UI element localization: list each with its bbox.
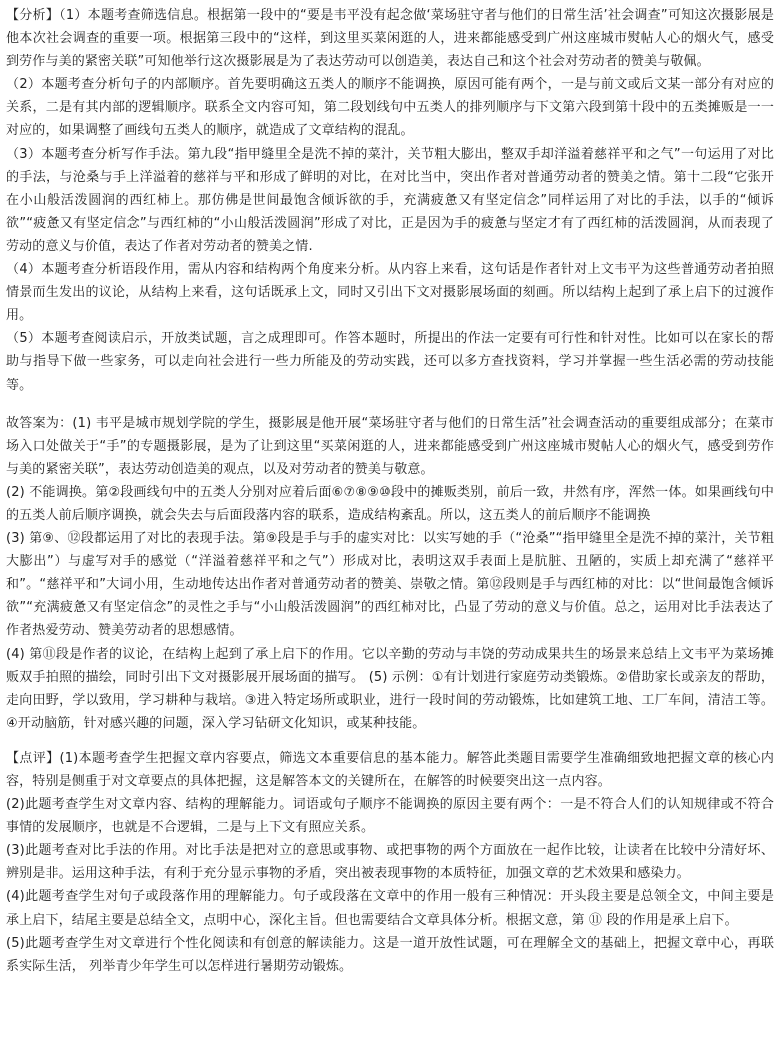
comment-paragraph-3: (3)此题考查对比手法的作用。对比手法是把对立的意思或事物、或把事物的两个方面放在一起作比较，让读者在比较中分清好坏、辨别是非。运用这种手法，有利于充分显示事物的矛盾，突出被表现事物的本质特征，加强文章的艺术效果和感染力。 (6, 843, 774, 882)
analysis-section (6, 4, 774, 397)
answer-section (6, 412, 774, 735)
comment-paragraph-2: (2)此题考查学生对文章内容、结构的理解能力。词语或句子顺序不能调换的原因主要有两个：一是不符合人们的认知规律或不符合事情的发展顺序，也就是不合逻辑，二是与上下文有照应关系。 (6, 797, 774, 836)
comment-paragraph-4: (4)此题考查学生对句子或段落作用的理解能力。句子或段落在文章中的作用一般有三种情况：开头段主要是总领全文，中间主要是承上启下，结尾主要是总结全文，点明中心，深化主旨。但也需要结合文章具体分析。根据文意，第 ⑪ 段的作用是承上启下。 (6, 889, 774, 928)
answer-paragraph-4: (4) 第⑪段是作者的议论，在结构上起到了承上启下的作用。它以辛勤的劳动与丰饶的劳动成果共生的场景来总结上文韦平为菜场摊贩双手拍照的描绘，同时引出下文对摄影展开展场面的描写。 (5) 示例：①有计划进行家庭劳动类锻炼。②借助家长或亲友的帮助，走向田野，学以致用，学习耕种与栽培。③进入特定场所或职业，进行一段时间的劳动锻炼，比如建筑工地、工厂车间，清洁工等。④开动脑筋，针对感兴趣的问题，深入学习钻研文化知识，或某种技能。 (6, 646, 774, 731)
analysis-paragraph-3: （3）本题考查分析写作手法。第九段“指甲缝里全是洗不掉的菜汁，关节粗大膨出，整双手却洋溢着慈祥平和之气”一句运用了对比的手法，与沧桑与手上洋溢着的慈祥与平和形成了鲜明的对比，在对比当中，突出作者对普通劳动者的赞美之情。第十二段“它张开在小山般活泼圆润的西红柿上。那仿佛是世间最饱含倾诉欲的手，充满疲惫又有坚定信念”同样运用了对比的手法，以手的“倾诉欲”“疲惫又有坚定信念”与西红柿的“小山般活泼圆润”形成了对比，正是因为手的疲惫与坚定才有了西红柿的活泼圆润，从而表现了劳动的意义与价值，表达了作者对劳动者的赞美之情. (6, 146, 774, 254)
comment-paragraph-5: (5)此题考查学生对文章进行个性化阅读和有创意的解读能力。这是一道开放性试题，可在理解全文的基础上，把握文章中心，再联系实际生活， 列举青少年学生可以怎样进行暑期劳动锻炼。 (6, 935, 774, 974)
analysis-paragraph-5: （5）本题考查阅读启示，开放类试题，言之成理即可。作答本题时，所提出的作法一定要有可行性和针对性。比如可以在家长的帮助与指导下做一些家务，可以走向社会进行一些力所能及的劳动实践，还可以多方查找资料，学习并掌握一些生活必需的劳动技能等。 (6, 331, 774, 393)
analysis-paragraph-4: （4）本题考查分析语段作用，需从内容和结构两个角度来分析。从内容上来看，这句话是作者针对上文韦平为这些普通劳动者拍照情景而生发出的议论，从结构上来看，这句话既承上文，同时又引出下文对摄影展场面的刻画。所以结构上起到了承上启下的过渡作用。 (6, 262, 774, 324)
answer-paragraph-2: (2) 不能调换。第②段画线句中的五类人分别对应着后面⑥⑦⑧⑨⑩段中的摊贩类别，前后一致，井然有序，浑然一体。如果画线句中的五类人前后顺序调换，就会失去与后面段落内容的联系，造成结构紊乱。所以，这五类人的前后顺序不能调换 (6, 484, 774, 523)
section-spacer (6, 735, 774, 747)
comment-section (6, 747, 774, 978)
answer-paragraph-3: (3) 第⑨、⑫段都运用了对比的表现手法。第⑨段是手与手的虚实对比：以实写她的手（“沧桑”“指甲缝里全是洗不掉的菜汁，关节粗大膨出”）与虚写对手的感觉（“洋溢着慈祥平和之气”）形成对比，表明这双手表面上是肮脏、丑陋的，实质上却充满了“慈祥平和”。“慈祥平和”大词小用，生动地传达出作者对普通劳动者的赞美、崇敬之情。第⑫段则是手与西红柿的对比：以“世间最饱含倾诉欲”“充满疲惫又有坚定信念”的灵性之手与“小山般活泼圆润”的西红柿对比，凸显了劳动的意义与价值。总之，运用对比手法表达了作者热爱劳动、赞美劳动者的思想感情。 (6, 531, 774, 639)
answer-paragraph-1: 故答案为：(1) 韦平是城市规划学院的学生，摄影展是他开展“菜场驻守者与他们的日常生活”社会调查活动的重要组成部分；在菜市场入口处做关于“手”的专题摄影展，是为了让到这里“买菜闲逛的人，进来都能感受到广州这座城市熨帖人心的烟火气，感受到劳作与美的紧密关联”，表达劳动创造美的观点，以及对劳动者的赞美与敬意。 (6, 415, 774, 477)
analysis-paragraph-1: 【分析】（1）本题考查筛选信息。根据第一段中的“要是韦平没有起念做‘菜场驻守者与他们的日常生活’社会调查”可知这次摄影展是他本次社会调查的重要一项。根据第三段中的“这样，到这里买菜闲逛的人，进来都能感受到广州这座城市熨帖人心的烟火气，感受到劳作与美的紧密关联”可知他举行这次摄影展是为了表达劳动可以创造美，表达自己和这个社会对劳动者的赞美与敬佩。 (6, 8, 774, 70)
section-spacer (6, 397, 774, 412)
comment-paragraph-1: 【点评】(1)本题考查学生把握文章内容要点，筛选文本重要信息的基本能力。解答此类题目需要学生准确细致地把握文章的核心内容，特别是侧重于对文章要点的具体把握，这是解答本文的关键所在，在解答的时候要突出这一点内容。 (6, 750, 774, 789)
analysis-paragraph-2: （2）本题考查分析句子的内部顺序。首先要明确这五类人的顺序不能调换，原因可能有两个，一是与前文或后文某一部分有对应的关系，二是有其内部的逻辑顺序。联系全文内容可知，第二段划线句中五类人的排列顺序与下文第六段到第十段中的五类摊贩是一一对应的，如果调整了画线句五类人的顺序，就造成了文章结构的混乱。 (6, 77, 774, 139)
